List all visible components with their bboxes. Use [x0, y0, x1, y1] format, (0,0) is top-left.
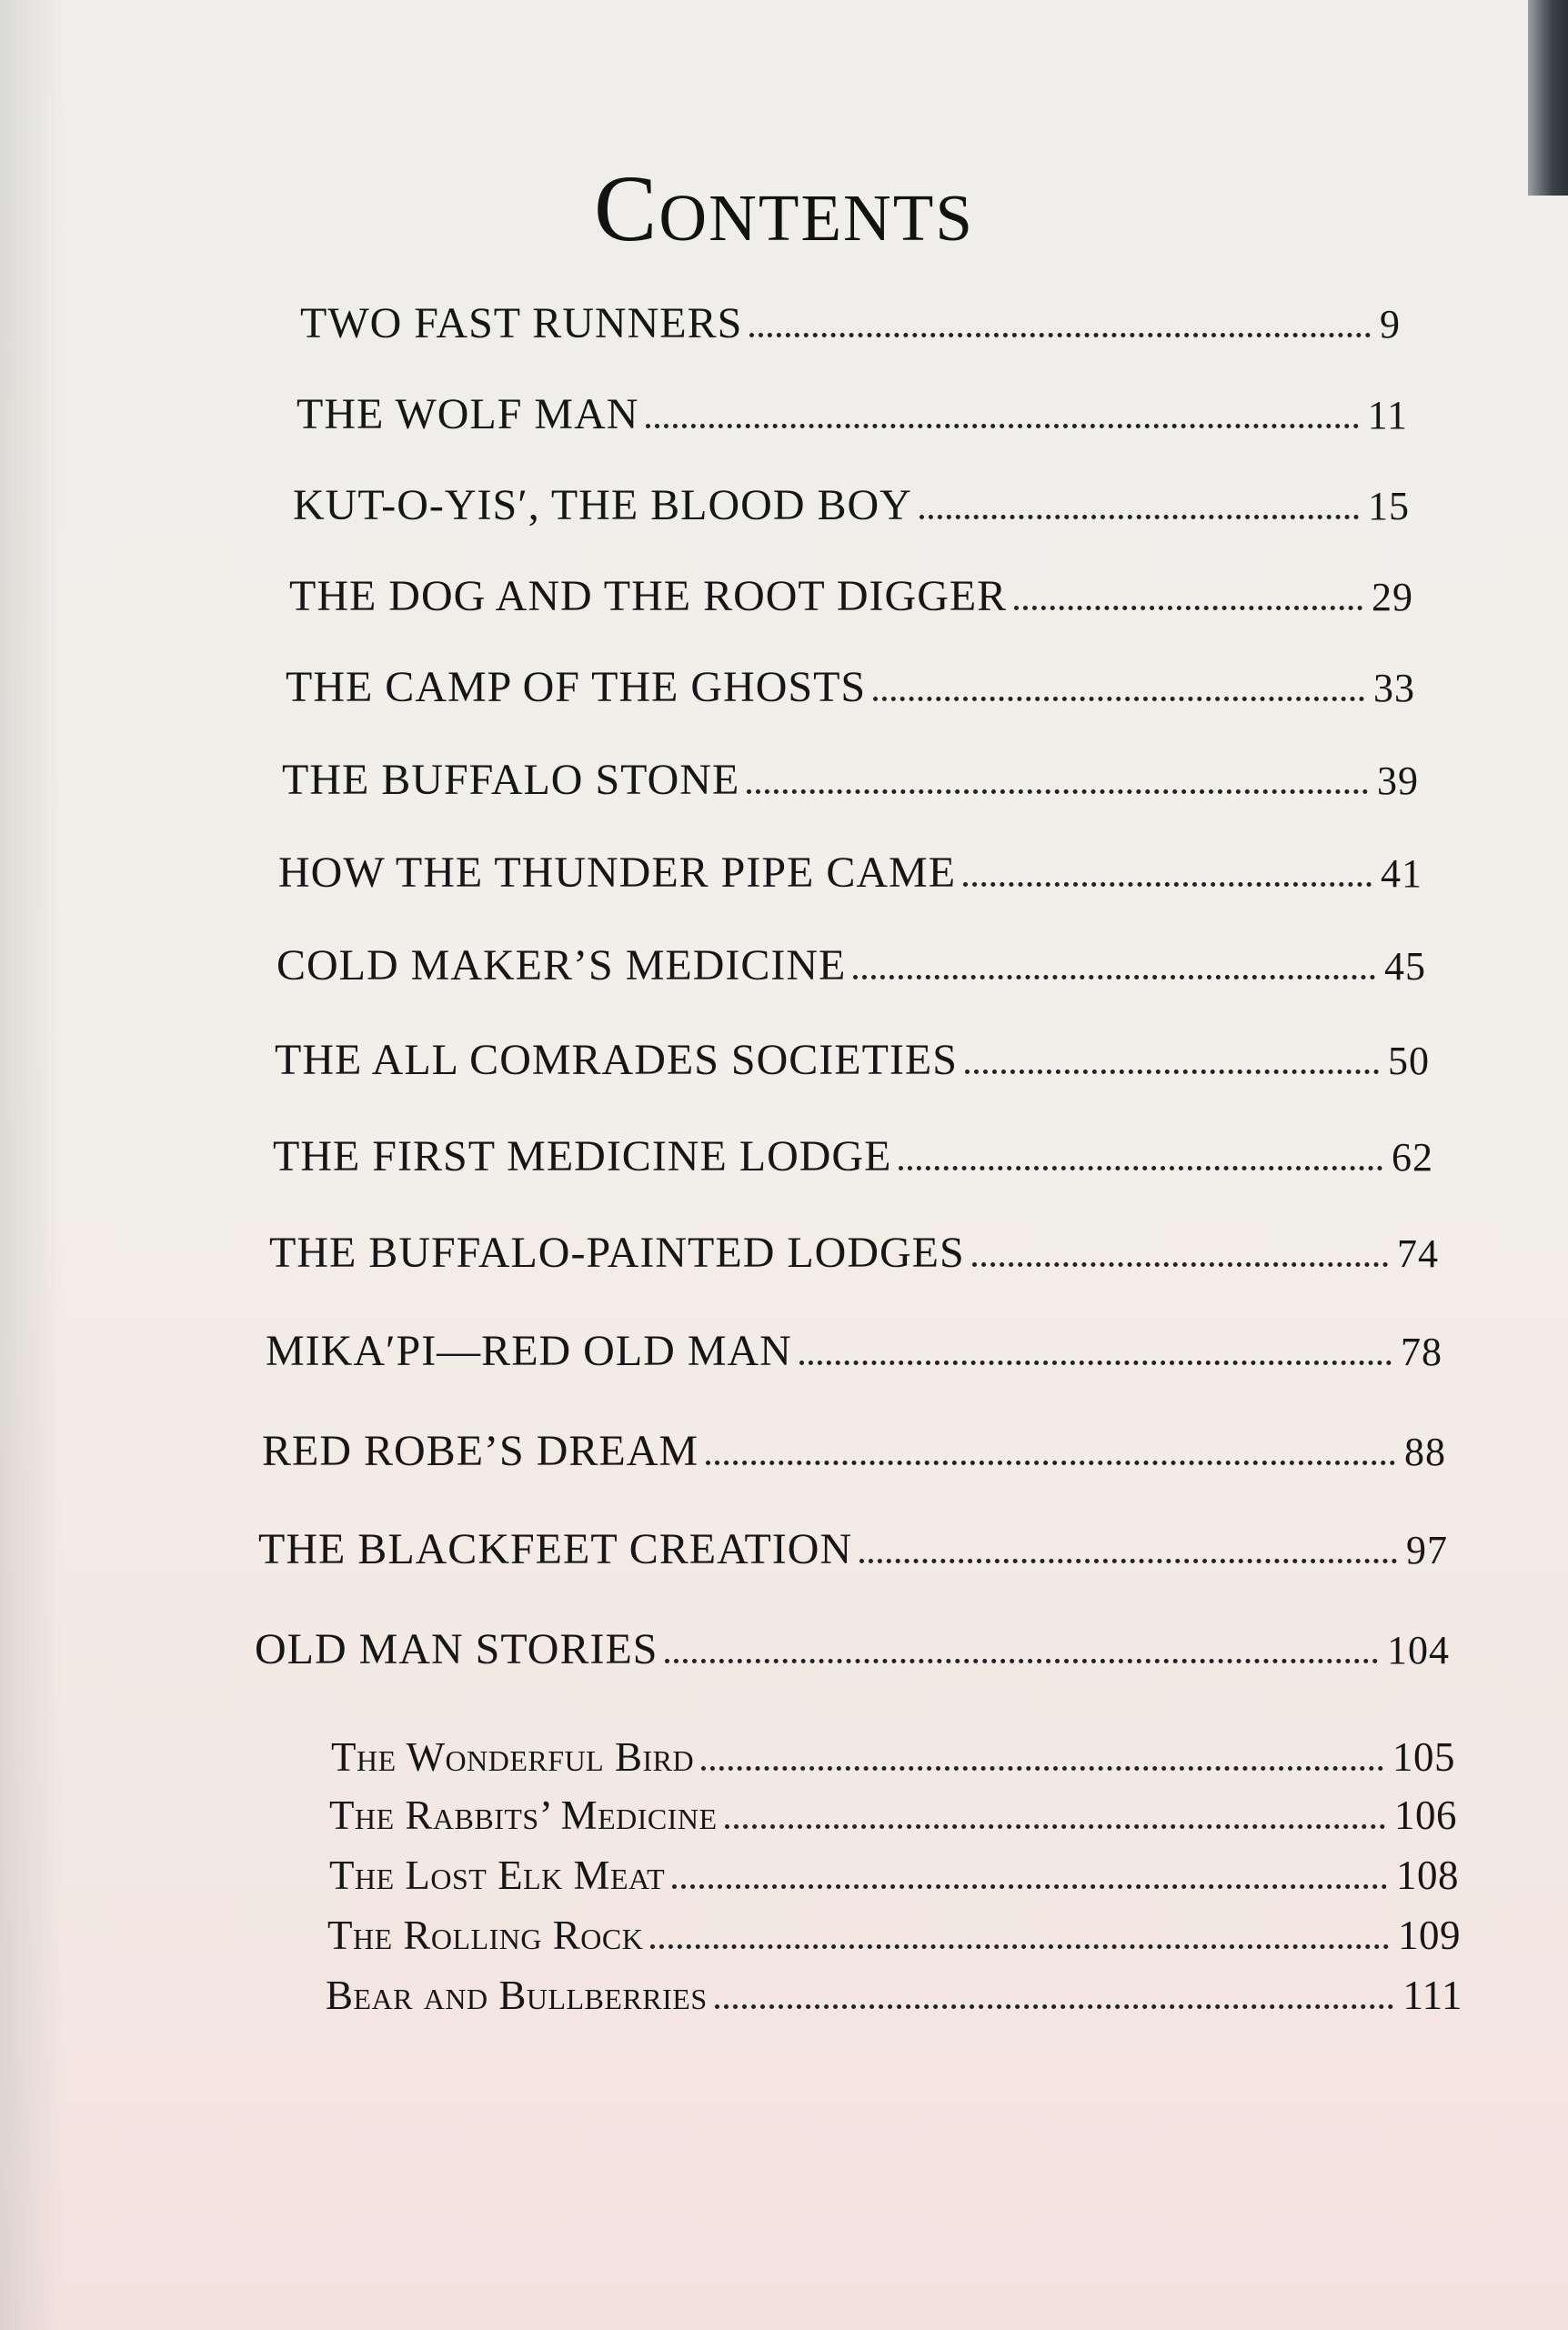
toc-subentry[interactable]	[329, 1853, 1459, 1899]
toc-entry[interactable]	[276, 942, 1426, 990]
toc-subentry-title: The Rolling Rock	[327, 1913, 644, 1958]
toc-entry-page: 15	[1368, 484, 1410, 528]
toc-subentry-page: 108	[1396, 1853, 1459, 1898]
toc-entry-title: RED ROBE’S DREAM	[262, 1427, 699, 1475]
dot-leader	[972, 1262, 1388, 1267]
dot-leader	[1014, 606, 1362, 610]
dot-leader	[899, 1166, 1382, 1170]
toc-entry[interactable]	[269, 1230, 1439, 1278]
toc-entry-title: HOW THE THUNDER PIPE CAME	[278, 849, 957, 897]
toc-entry[interactable]	[255, 1626, 1450, 1674]
toc-entry-title: THE FIRST MEDICINE LODGE	[273, 1132, 892, 1180]
toc-entry-title: TWO FAST RUNNERS	[300, 299, 743, 347]
toc-entry-page: 74	[1397, 1231, 1439, 1276]
toc-subentry-title: The Wonderful Bird	[331, 1734, 695, 1780]
toc-subentry[interactable]	[327, 1913, 1461, 1959]
toc-entry[interactable]	[297, 391, 1408, 439]
toc-subentry-title: The Rabbits’ Medicine	[329, 1793, 718, 1838]
toc-entry-title: THE CAMP OF THE GHOSTS	[286, 663, 867, 711]
toc-entry[interactable]	[275, 1037, 1430, 1085]
dot-leader	[749, 333, 1371, 337]
toc-entry-title: THE BLACKFEET CREATION	[258, 1525, 853, 1573]
toc-subentry-page: 109	[1398, 1913, 1461, 1958]
toc-entry-title: THE BUFFALO STONE	[282, 756, 740, 804]
toc-entry[interactable]	[286, 664, 1415, 712]
toc-entry-page: 11	[1367, 393, 1408, 437]
toc-entry-page: 97	[1406, 1528, 1448, 1572]
toc-entry-page: 33	[1373, 666, 1415, 710]
toc-subentry-page: 111	[1402, 1973, 1462, 2018]
toc-entry-page: 29	[1372, 575, 1413, 619]
toc-entry[interactable]	[289, 573, 1413, 621]
toc-entry-page: 39	[1377, 758, 1419, 803]
toc-entry-title: THE DOG AND THE ROOT DIGGER	[289, 572, 1008, 620]
dot-leader	[965, 1070, 1379, 1074]
toc-entry-title: THE BUFFALO-PAINTED LODGES	[269, 1229, 965, 1277]
dot-leader	[873, 697, 1364, 701]
toc-entry[interactable]	[258, 1526, 1448, 1574]
contents-title: Contents	[594, 156, 974, 261]
toc-entry-title: MIKA′PI—RED OLD MAN	[266, 1327, 792, 1375]
toc-entry-title: KUT-O-YIS′, THE BLOOD BOY	[293, 481, 912, 529]
toc-entry-page: 62	[1392, 1135, 1433, 1180]
toc-entry[interactable]	[266, 1328, 1442, 1376]
toc-subentry[interactable]	[331, 1735, 1455, 1781]
toc-subentry-page: 106	[1394, 1793, 1457, 1838]
dot-leader	[672, 1884, 1387, 1889]
toc-entry-page: 45	[1384, 944, 1426, 989]
toc-entry-title: THE WOLF MAN	[297, 390, 639, 438]
dot-leader	[725, 1824, 1385, 1829]
toc-entry-page: 9	[1380, 302, 1401, 346]
dot-leader	[706, 1461, 1395, 1465]
dot-leader	[646, 424, 1358, 428]
toc-subentry[interactable]	[329, 1793, 1457, 1839]
toc-entry-page: 88	[1404, 1430, 1446, 1474]
toc-entry[interactable]	[278, 849, 1422, 898]
toc-entry-page: 78	[1401, 1330, 1442, 1374]
toc-entry-title: THE ALL COMRADES SOCIETIES	[275, 1036, 958, 1084]
dot-leader	[853, 975, 1375, 979]
dot-leader	[799, 1361, 1392, 1365]
dot-leader	[963, 882, 1372, 887]
dot-leader	[650, 1944, 1389, 1949]
toc-subentry-page: 105	[1392, 1734, 1455, 1780]
toc-entry-title: OLD MAN STORIES	[255, 1625, 658, 1673]
toc-subentry[interactable]	[326, 1973, 1462, 2019]
toc-entry[interactable]	[300, 300, 1401, 348]
toc-entry[interactable]	[262, 1428, 1446, 1476]
dot-leader	[747, 789, 1368, 794]
toc-entry[interactable]	[282, 757, 1419, 805]
toc-entry-page: 50	[1388, 1039, 1430, 1083]
toc-entry[interactable]	[293, 482, 1410, 530]
dot-leader	[920, 515, 1359, 519]
dot-leader	[859, 1559, 1397, 1563]
dot-leader	[715, 2004, 1394, 2009]
toc-entry-page: 41	[1381, 851, 1422, 896]
toc-entry-page: 104	[1387, 1628, 1450, 1672]
dot-leader	[701, 1766, 1383, 1771]
toc-subentry-title: Bear and Bullberries	[326, 1973, 708, 2018]
dot-leader	[665, 1659, 1378, 1663]
toc-entry[interactable]	[273, 1133, 1433, 1181]
toc-entry-title: COLD MAKER’S MEDICINE	[276, 941, 847, 989]
toc-subentry-title: The Lost Elk Meat	[329, 1853, 666, 1898]
